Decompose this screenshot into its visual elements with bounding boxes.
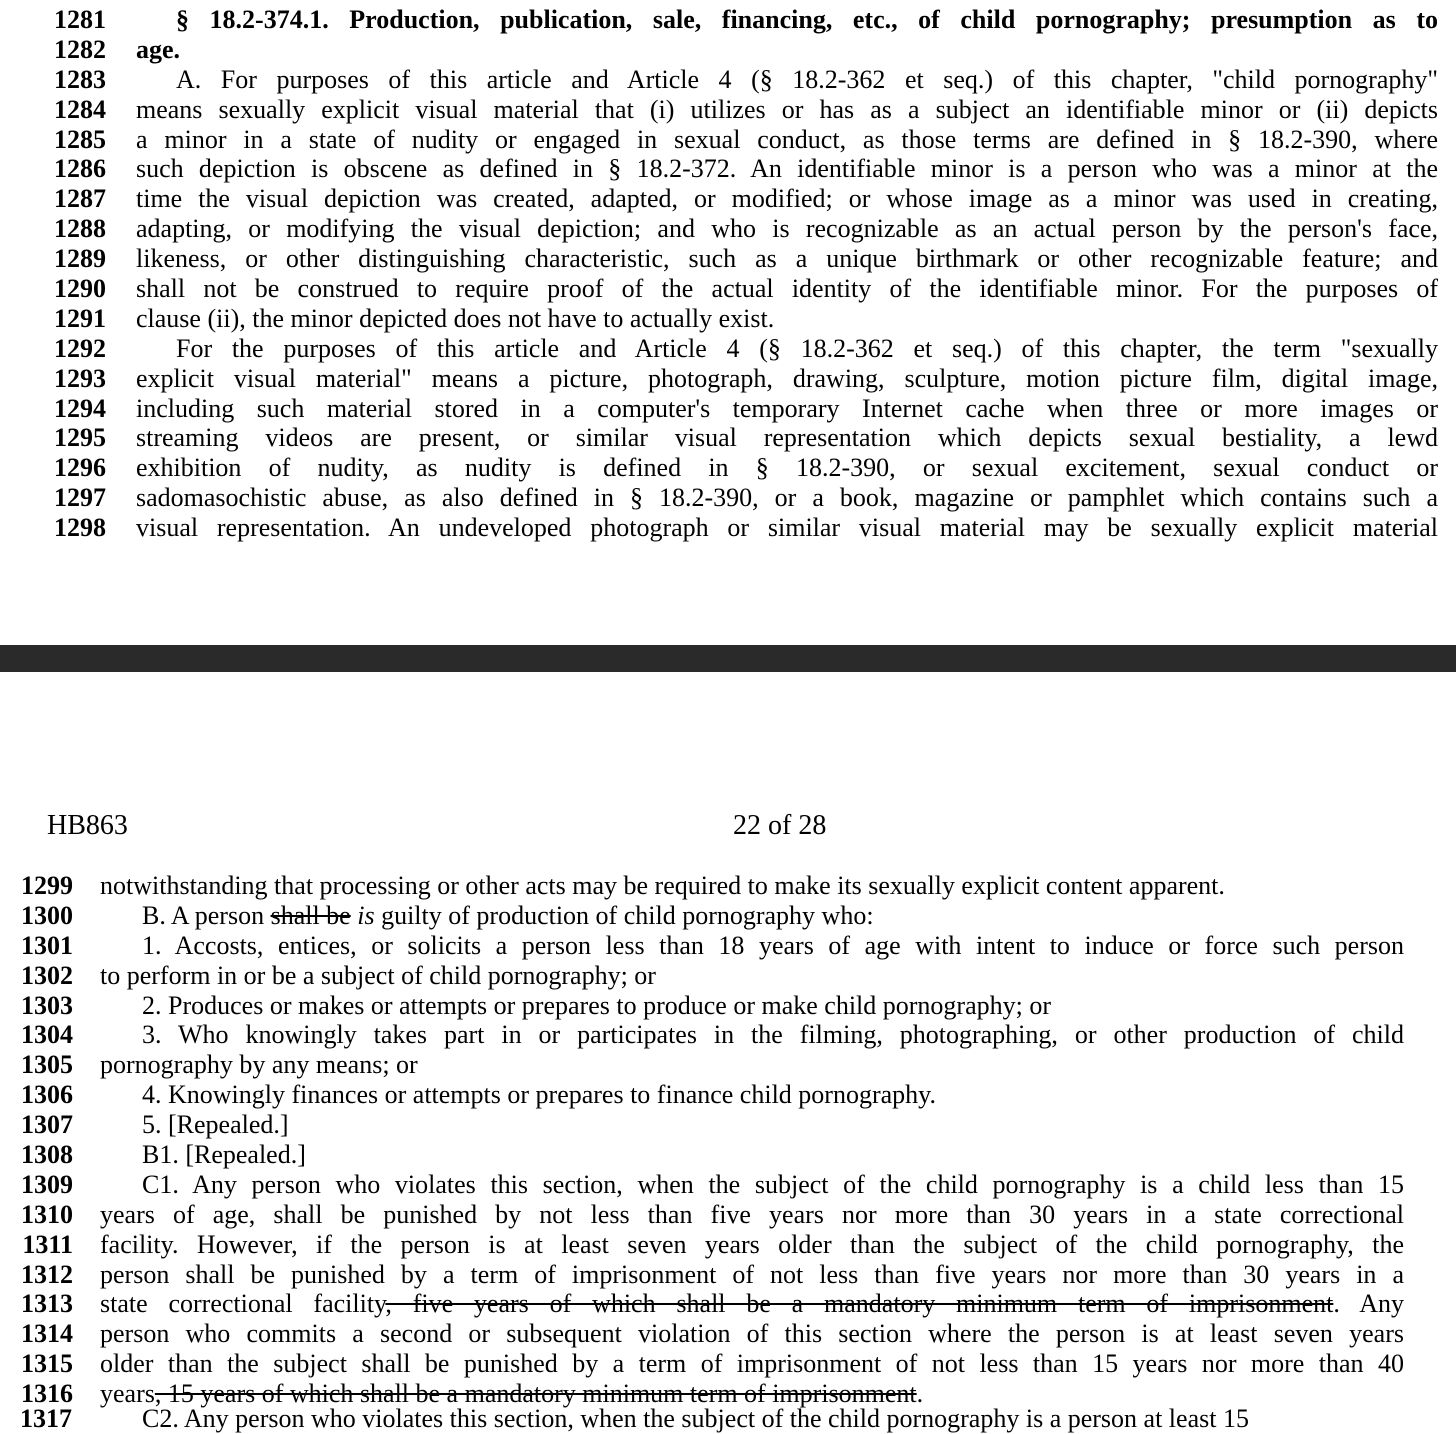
line-number: 1311	[22, 1229, 73, 1259]
text-line	[0, 274, 1456, 304]
line-number: 1296	[54, 453, 106, 483]
line-number: 1281	[54, 5, 106, 34]
text-run: .	[916, 1379, 924, 1409]
line-number: 1290	[54, 274, 106, 304]
line-text	[100, 1349, 1404, 1379]
text-line	[0, 423, 1456, 453]
text-line	[0, 65, 1456, 95]
line-number: 1306	[21, 1080, 73, 1110]
text-line	[0, 5, 1456, 35]
text-run: adapting, or modifying the visual depiction; and who is recognizable as an actual person by the person's face,	[136, 214, 1438, 244]
text-line	[0, 1080, 1456, 1110]
text-line	[0, 1140, 1456, 1170]
line-number: 1300	[21, 900, 73, 930]
line-text	[100, 1200, 1404, 1230]
line-text	[100, 1289, 1404, 1319]
line-number: 1292	[54, 333, 106, 363]
text-line	[0, 95, 1456, 125]
line-number: 1307	[21, 1110, 73, 1140]
line-text	[100, 1319, 1404, 1349]
text-line	[0, 125, 1456, 155]
line-text	[136, 125, 1438, 155]
text-line	[0, 154, 1456, 184]
text-run: such depiction is obscene as defined in § 18.2-372. An identifiable minor is a person who was a minor at the	[136, 154, 1438, 184]
text-run: likeness, or other distinguishing characteristic, such as a unique birthmark or other recognizable feature; and	[136, 244, 1438, 274]
text-line	[0, 304, 1456, 334]
text-line	[0, 364, 1456, 394]
line-number: 1305	[21, 1050, 73, 1080]
line-text	[142, 991, 1404, 1021]
text-line	[0, 1319, 1456, 1349]
line-text	[100, 961, 1404, 991]
text-run: guilty of production of child pornography who:	[374, 900, 874, 930]
text-run: 5. [Repealed.]	[142, 1110, 289, 1140]
upper-page-lines	[0, 5, 1456, 543]
line-number: 1308	[21, 1140, 73, 1170]
line-text	[100, 1230, 1404, 1260]
text-run: For the purposes of this article and Article 4 (§ 18.2-362 et seq.) of this chapter, the term "sexually	[176, 333, 1438, 363]
struck-text: , five years of which shall be a mandatory minimum term of imprisonment	[385, 1289, 1334, 1319]
cutoff-line-row	[0, 1404, 1456, 1433]
text-line	[0, 901, 1456, 931]
line-text	[136, 95, 1438, 125]
text-run: including such material stored in a computer's temporary Internet cache when three or more images or	[136, 393, 1438, 423]
line-text	[142, 1110, 1404, 1140]
text-line	[0, 214, 1456, 244]
text-run: streaming videos are present, or similar visual representation which depicts sexual bestiality, a lewd	[136, 423, 1438, 453]
line-number: 1303	[21, 990, 73, 1020]
text-run: a minor in a state of nudity or engaged in sexual conduct, as those terms are defined in § 18.2-390, where	[136, 124, 1438, 154]
text-run: . Any	[1333, 1289, 1404, 1319]
text-run: means sexually explicit visual material that (i) utilizes or has as a subject an identifiable minor or (ii) depicts	[136, 94, 1438, 124]
text-line	[0, 394, 1456, 424]
text-line	[0, 184, 1456, 214]
line-text	[136, 453, 1438, 483]
line-number: 1315	[21, 1349, 73, 1379]
text-run: clause (ii), the minor depicted does not have to actually exist.	[136, 303, 775, 333]
line-text	[136, 214, 1438, 244]
text-run: older than the subject shall be punished by a term of imprisonment of not less than 15 years nor more than 40	[100, 1349, 1404, 1379]
line-number: 1304	[21, 1020, 73, 1050]
text-line	[0, 991, 1456, 1021]
line-text	[142, 1140, 1404, 1170]
page-separator	[0, 645, 1456, 672]
text-line	[0, 1170, 1456, 1200]
text-run: time the visual depiction was created, adapted, or modified; or whose image as a minor was used in creating,	[136, 184, 1438, 214]
line-text	[142, 931, 1404, 961]
line-text	[136, 423, 1438, 453]
line-number: 1317	[20, 1404, 72, 1433]
line-text: C2. Any person who violates this section, when the subject of the child pornography is a person at least 15	[142, 1404, 1249, 1433]
text-run: 1. Accosts, entices, or solicits a person less than 18 years of age with intent to induce or force such person	[142, 930, 1404, 960]
text-run: 3. Who knowingly takes part in or participates in the filming, photographing, or other production of child	[142, 1020, 1404, 1050]
text-line	[0, 871, 1456, 901]
line-number: 1313	[21, 1289, 73, 1319]
text-line	[0, 483, 1456, 513]
line-text	[136, 244, 1438, 274]
line-text	[136, 304, 1438, 334]
page-number-header: 22 of 28	[733, 810, 827, 841]
line-number: 1312	[21, 1259, 73, 1289]
line-text	[142, 1170, 1404, 1200]
line-text	[136, 483, 1438, 513]
text-run: explicit visual material" means a picture, photograph, drawing, sculpture, motion picture film, digital image,	[136, 363, 1438, 393]
text-run: state correctional facility	[100, 1289, 386, 1319]
text-run: person shall be punished by a term of imprisonment of not less than five years nor more than 30 years in a	[100, 1259, 1404, 1289]
line-number: 1316	[21, 1379, 73, 1409]
text-line	[0, 1200, 1456, 1230]
line-text	[176, 65, 1438, 95]
line-text	[100, 871, 1404, 901]
line-number: 1287	[54, 184, 106, 214]
line-number: 1282	[54, 34, 106, 64]
line-number: 1301	[21, 930, 73, 960]
line-number: 1309	[21, 1169, 73, 1199]
text-run: exhibition of nudity, as nudity is defined in § 18.2-390, or sexual excitement, sexual conduct or	[136, 453, 1438, 483]
line-number: 1293	[54, 363, 106, 393]
text-line	[0, 1020, 1456, 1050]
text-run: visual representation. An undeveloped photograph or similar visual material may be sexually explicit material	[136, 513, 1438, 543]
text-line	[0, 334, 1456, 364]
text-line	[0, 244, 1456, 274]
text-run: A. For purposes of this article and Article 4 (§ 18.2-362 et seq.) of this chapter, "child pornography"	[176, 64, 1438, 94]
line-text	[136, 394, 1438, 424]
text-run: age.	[136, 34, 181, 64]
line-text	[142, 1020, 1404, 1050]
text-run: shall not be construed to require proof of the actual identity of the identifiable minor. For the purposes of	[136, 274, 1438, 304]
lower-page-lines	[0, 871, 1456, 1409]
text-run: B1. [Repealed.]	[142, 1140, 306, 1170]
text-line	[0, 931, 1456, 961]
struck-text: , 15 years of which shall be a mandatory minimum term of imprisonment	[154, 1379, 917, 1409]
line-number: 1288	[54, 214, 106, 244]
line-number: 1302	[21, 960, 73, 990]
text-line	[0, 1050, 1456, 1080]
line-text	[100, 1050, 1404, 1080]
text-run: to perform in or be a subject of child pornography; or	[100, 960, 656, 990]
text-run: sadomasochistic abuse, as also defined in § 18.2-390, or a book, magazine or pamphlet which contains such a	[136, 483, 1438, 513]
text-run: 4. Knowingly finances or attempts or prepares to finance child pornography.	[142, 1080, 936, 1110]
line-text	[136, 35, 1438, 65]
text-line	[0, 453, 1456, 483]
line-text	[176, 5, 1438, 35]
text-run: facility. However, if the person is at least seven years older than the subject of the child pornography, the	[100, 1229, 1404, 1259]
text-run: years	[100, 1379, 155, 1409]
text-run: C1. Any person who violates this section, when the subject of the child pornography is a child less than 15	[142, 1169, 1404, 1199]
line-number: 1291	[54, 303, 106, 333]
bill-number-header: HB863	[47, 810, 128, 841]
line-number: 1295	[54, 423, 106, 453]
text-line	[0, 1110, 1456, 1140]
line-text	[142, 901, 1404, 931]
text-run: 2. Produces or makes or attempts or prepares to produce or make child pornography; or	[142, 990, 1052, 1020]
inserted-text: is	[357, 900, 375, 930]
text-line	[0, 1289, 1456, 1319]
line-text	[136, 274, 1438, 304]
line-text	[176, 334, 1438, 364]
text-line	[0, 1230, 1456, 1260]
text-line	[0, 1260, 1456, 1290]
line-number: 1310	[21, 1199, 73, 1229]
line-number: 1298	[54, 513, 106, 543]
line-number: 1297	[54, 483, 106, 513]
line-text	[136, 184, 1438, 214]
line-text	[100, 1260, 1404, 1290]
line-text	[136, 513, 1438, 543]
line-text	[136, 364, 1438, 394]
line-number: 1283	[54, 64, 106, 94]
line-text	[136, 154, 1438, 184]
line-text	[142, 1080, 1404, 1110]
text-run: notwithstanding that processing or other acts may be required to make its sexually explicit content apparent.	[100, 871, 1225, 900]
line-number: 1314	[21, 1319, 73, 1349]
line-number: 1289	[54, 244, 106, 274]
line-number: 1284	[54, 94, 106, 124]
text-run: person who commits a second or subsequent violation of this section where the person is at least seven years	[100, 1319, 1404, 1349]
text-line	[0, 961, 1456, 991]
line-number: 1285	[54, 124, 106, 154]
line-number: 1294	[54, 393, 106, 423]
text-run: B. A person	[142, 900, 271, 930]
line-number: 1286	[54, 154, 106, 184]
text-line	[0, 513, 1456, 543]
text-line	[0, 1349, 1456, 1379]
text-line	[0, 35, 1456, 65]
line-number: 1299	[21, 871, 73, 900]
struck-text: shall be	[270, 900, 351, 930]
text-run: § 18.2-374.1. Production, publication, sale, financing, etc., of child pornography; presumption as to	[176, 5, 1438, 34]
text-run: pornography by any means; or	[100, 1050, 418, 1080]
text-run: years of age, shall be punished by not less than five years nor more than 30 years in a state correctional	[100, 1199, 1404, 1229]
